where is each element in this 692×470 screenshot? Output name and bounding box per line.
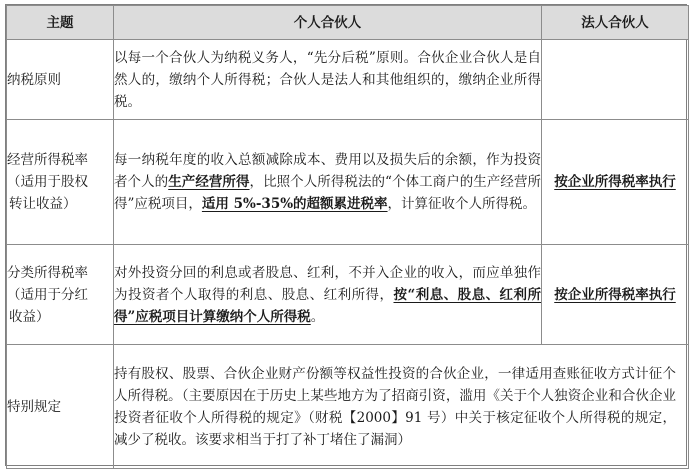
subject-line: （适用于分红 [7,286,88,303]
text-part: 。 [310,308,325,325]
emphasis-text: 按“利息、股息、红利所得”应税项目计算缴纳个人所得税 [114,286,542,325]
header-subject: 主题 [7,6,114,40]
subject-line: 分类所得税率 [7,264,88,281]
emphasis-text: 生产经营所得 [168,174,250,190]
table-row-tax-principle [7,40,689,120]
text-part: 每一纳税年度的收入总额减除成本、费用以及损失后的余额，作为投资者个人的 [114,152,541,190]
text-part: ，比照个人所得税法的“个体工商户的生产经营所得”应税项目， [114,174,542,212]
subject-label: 纳税原则 [7,71,61,88]
subject-line: （适用于股权 [7,174,88,190]
emphasis-text: 适用 5%-35%的超额累进税率 [201,196,388,212]
subject-line: 经营所得税率 [7,152,88,168]
individual-text: 以每一个合伙人为纳税义务人，“先分后税”原则。合伙企业合伙人是自然人的，缴纳个人所得税；合伙人是法人和其他组织的，缴纳企业所得税。 [114,49,541,110]
subject-line: 转让收益） [9,196,77,212]
individual-text [114,149,541,215]
subject-line: 收益） [9,308,50,325]
corporate-text: 按企业所得税率执行 [554,174,676,190]
corporate-text: 按企业所得税率执行 [554,286,676,303]
row-corporate-cell [542,40,689,120]
header-individual-partner: 个人合伙人 [114,6,542,40]
table-row-classified-income-rate [7,245,689,345]
table-row-special-provisions [7,345,689,469]
row-subject [7,40,114,120]
row-individual-cell [114,40,542,120]
row-individual-cell [114,120,542,245]
individual-text [114,262,541,328]
text-part: ，计算征收个人所得税。 [387,196,537,212]
row-corporate-cell [542,245,689,345]
row-individual-cell [114,345,689,469]
tax-comparison-frame [5,4,687,466]
table-row-business-income-rate [7,120,689,245]
row-corporate-cell [542,120,689,245]
row-individual-cell [114,245,542,345]
row-subject [7,345,114,469]
text-part: 对外投资分回的利息或者股息、红利，不并入企业的收入，而应单独作为投资者个人取得的利息、股息、红利所得， [114,264,541,303]
individual-text: 持有股权、股票、合伙企业财产份额等权益性投资的合伙企业，一律适用查账征收方式计征个人所得税。（主要原因在于历史上某些地方为了招商引资，滥用《关于个人独资企业和合伙企业投资者征收个人所得税的规定》（财税【2000】91 号）中关于核定征收个人所得税的规定，减少了税收。该要求相当于打了补丁堵住了漏洞） [114,365,676,448]
tax-comparison-table [6,5,689,469]
row-subject [7,245,114,345]
table-header-row [7,6,689,40]
row-subject [7,120,114,245]
header-corporate-partner: 法人合伙人 [542,6,689,40]
subject-label: 特别规定 [7,398,61,415]
